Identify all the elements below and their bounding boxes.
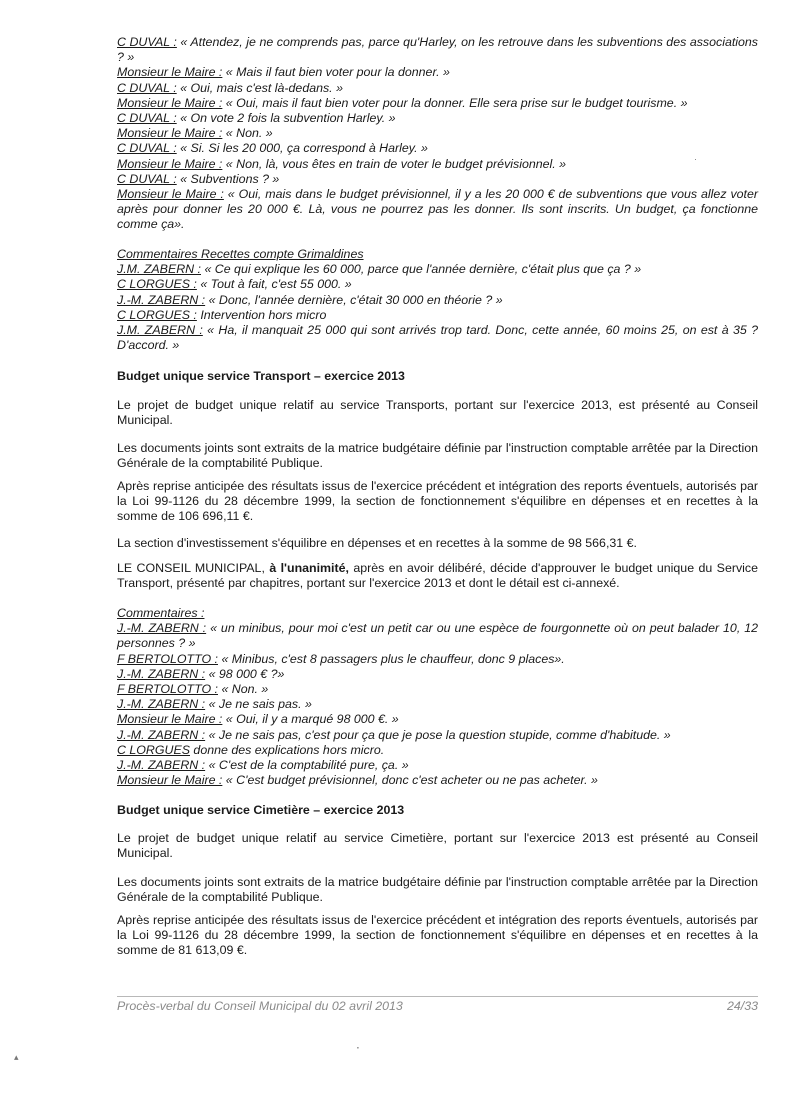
speaker-name: J.M. ZABERN : xyxy=(117,262,201,277)
speaker-name: C LORGUES : xyxy=(117,307,197,322)
speech-text: « C'est budget prévisionnel, donc c'est acheter ou ne pas acheter. » xyxy=(222,773,598,788)
speech-text: « Oui, mais c'est là-dedans. » xyxy=(176,80,343,95)
dialogue-line xyxy=(117,712,758,727)
speech-text: « Je ne sais pas. » xyxy=(205,697,312,712)
dialogue-line xyxy=(117,172,758,187)
speaker-name: J.-M. ZABERN : xyxy=(117,758,206,773)
comments-recettes-title: Commentaires Recettes compte Grimaldines xyxy=(117,247,364,261)
dialogue-line xyxy=(117,758,758,773)
scan-speck: ▴ xyxy=(14,1052,19,1062)
speech-text: « Minibus, c'est 8 passagers plus le chauffeur, donc 9 places». xyxy=(218,651,565,666)
speaker-name: F BERTOLOTTO : xyxy=(117,682,218,697)
transport-decision-paragraph xyxy=(117,561,758,591)
speech-text: « Attendez, je ne comprends pas, parce qu'Harley, on les retrouve dans les subventions des associations ? » xyxy=(117,35,759,65)
speaker-name: C DUVAL : xyxy=(117,35,177,49)
speaker-name: J.-M. ZABERN : xyxy=(117,292,206,307)
speech-text: « On vote 2 fois la subvention Harley. » xyxy=(176,111,396,126)
comments-transport-block xyxy=(117,606,758,788)
dialogue-line xyxy=(117,728,758,743)
speaker-name: Monsieur le Maire : xyxy=(117,712,223,727)
speech-text: « Non. » xyxy=(222,126,273,141)
dialogue-line xyxy=(117,667,758,682)
cimetiere-paragraph-2: Les documents joints sont extraits de la matrice budgétaire définie par l'instruction comptable arrêtée par la Direction Générale de la comptabilité Publique. xyxy=(117,875,758,905)
decision-lead: LE CONSEIL MUNICIPAL, xyxy=(117,561,270,575)
dialogue-line xyxy=(117,141,758,156)
speech-text: « Oui, mais il faut bien voter pour la donner. Elle sera prise sur le budget tourisme. » xyxy=(222,95,688,110)
speech-text: « Donc, l'année dernière, c'était 30 000 en théorie ? » xyxy=(205,292,503,307)
speaker-name: Monsieur le Maire : xyxy=(117,126,223,141)
speaker-name: Monsieur le Maire : xyxy=(117,95,223,110)
speaker-name: Monsieur le Maire : xyxy=(117,773,223,788)
dialogue-line xyxy=(117,157,758,172)
speech-text: « Ce qui explique les 60 000, parce que l'année dernière, c'était plus que ça ? » xyxy=(201,262,642,277)
dialogue-line xyxy=(117,111,758,126)
speech-text: « Si. Si les 20 000, ça correspond à Harley. » xyxy=(176,141,428,156)
dialogue-line xyxy=(117,697,758,712)
dialogue-line xyxy=(117,35,758,65)
cimetiere-paragraph-1: Le projet de budget unique relatif au service Cimetière, portant sur l'exercice 2013 est présenté au Conseil Municipal. xyxy=(117,831,758,861)
speaker-name: J.-M. ZABERN : xyxy=(117,621,207,636)
decision-rest: après en avoir délibéré, décide d'approuver le budget unique du Service Transport, présenté par chapitres, portant sur l'exercice 2013 et dont le détail est ci-annexé. xyxy=(117,561,758,591)
dialogue-line xyxy=(117,621,758,651)
dialogue-block-3 xyxy=(117,621,758,788)
speaker-name: J.M. ZABERN : xyxy=(117,323,203,338)
dialogue-line xyxy=(117,277,758,292)
speaker-name: J.-M. ZABERN : xyxy=(117,697,206,712)
speaker-name: C DUVAL : xyxy=(117,80,177,95)
dialogue-line xyxy=(117,262,758,277)
cimetiere-paragraph-3: Après reprise anticipée des résultats issus de l'exercice précédent et intégration des reports éventuels, autorisés par la Loi 99-1126 du 28 décembre 1999, la section de fonctionnement s'équilibre en dépenses et en recettes à la somme de 81 613,09 €. xyxy=(117,913,758,958)
scan-speck: ⋅ xyxy=(356,1041,360,1055)
dialogue-line xyxy=(117,187,758,233)
dialogue-line xyxy=(117,81,758,96)
dialogue-line xyxy=(117,96,758,111)
speech-text: « C'est de la comptabilité pure, ça. » xyxy=(205,758,409,773)
dialogue-line xyxy=(117,65,758,80)
speech-text: « Mais il faut bien voter pour la donner. » xyxy=(222,65,450,80)
section-heading-transport: Budget unique service Transport – exercice 2013 xyxy=(117,369,405,383)
speech-text: Intervention hors micro xyxy=(196,307,327,322)
speaker-name: C DUVAL : xyxy=(117,141,177,156)
section-heading-cimetiere: Budget unique service Cimetière – exercice 2013 xyxy=(117,803,405,817)
speech-text: « 98 000 € ?» xyxy=(205,666,285,681)
comments-recettes-block xyxy=(117,247,758,353)
speech-text: donne des explications hors micro. xyxy=(189,742,385,757)
speaker-name: J.-M. ZABERN : xyxy=(117,727,206,742)
transport-paragraph-3: Après reprise anticipée des résultats issus de l'exercice précédent et intégration des reports éventuels, autorisés par la Loi 99-1126 du 28 décembre 1999, la section de fonctionnement s'équilibre en dépenses et en recettes à la somme de 106 696,11 €. xyxy=(117,479,758,524)
speaker-name: C DUVAL : xyxy=(117,171,177,186)
speaker-name: C LORGUES : xyxy=(117,277,197,292)
comments-transport-title: Commentaires : xyxy=(117,606,205,620)
speech-text: « Tout à fait, c'est 55 000. » xyxy=(196,277,352,292)
dialogue-block-2 xyxy=(117,262,758,353)
transport-paragraph-2: Les documents joints sont extraits de la matrice budgétaire définie par l'instruction comptable arrêtée par la Direction Générale de la comptabilité Publique. xyxy=(117,441,758,471)
scan-speck: · xyxy=(694,154,697,164)
dialogue-line xyxy=(117,682,758,697)
speech-text: « Oui, mais dans le budget prévisionnel, il y a les 20 000 € de subventions que vous allez voter après pour donner les 20 000 €. Là, vous ne pourrez pas les donner. Ils sont inscrits. Un budget, ça fonctionne comme ça». xyxy=(117,187,758,232)
speaker-name: C DUVAL : xyxy=(117,111,177,126)
page-footer xyxy=(117,996,758,1013)
footer-title: Procès-verbal du Conseil Municipal du 02 avril 2013 xyxy=(117,999,403,1013)
dialogue-line xyxy=(117,293,758,308)
speech-text: « Subventions ? » xyxy=(176,171,280,186)
dialogue-line xyxy=(117,323,758,353)
speech-text: « Non, là, vous êtes en train de voter le budget prévisionnel. » xyxy=(222,156,567,171)
speaker-name: Monsieur le Maire : xyxy=(117,65,223,80)
speaker-name: Monsieur le Maire : xyxy=(117,187,224,202)
speech-text: « Je ne sais pas, c'est pour ça que je pose la question stupide, comme d'habitude. » xyxy=(205,727,671,742)
dialogue-line xyxy=(117,773,758,788)
dialogue-block-1 xyxy=(117,35,758,233)
dialogue-line xyxy=(117,743,758,758)
dialogue-line xyxy=(117,652,758,667)
page-number: 24/33 xyxy=(726,999,758,1013)
speech-text: « Oui, il y a marqué 98 000 €. » xyxy=(222,712,399,727)
speaker-name: J.-M. ZABERN : xyxy=(117,666,206,681)
transport-paragraph-4: La section d'investissement s'équilibre en dépenses et en recettes à la somme de 98 566,31 €. xyxy=(117,536,637,550)
speaker-name: C LORGUES xyxy=(117,742,190,757)
decision-unanimity: à l'unanimité, xyxy=(269,561,349,575)
speaker-name: F BERTOLOTTO : xyxy=(117,651,218,666)
dialogue-line xyxy=(117,308,758,323)
speech-text: « un minibus, pour moi c'est un petit car ou une espèce de fourgonnette où on peut balader 10, 12 personnes ? » xyxy=(117,621,758,651)
dialogue-line xyxy=(117,126,758,141)
speaker-name: Monsieur le Maire : xyxy=(117,156,223,171)
transport-paragraph-1: Le projet de budget unique relatif au service Transports, portant sur l'exercice 2013, est présenté au Conseil Municipal. xyxy=(117,398,758,428)
speech-text: « Non. » xyxy=(218,682,269,697)
speech-text: « Ha, il manquait 25 000 qui sont arrivés trop tard. Donc, cette année, 60 moins 25, on est à 35 ? D'accord. » xyxy=(117,323,758,353)
